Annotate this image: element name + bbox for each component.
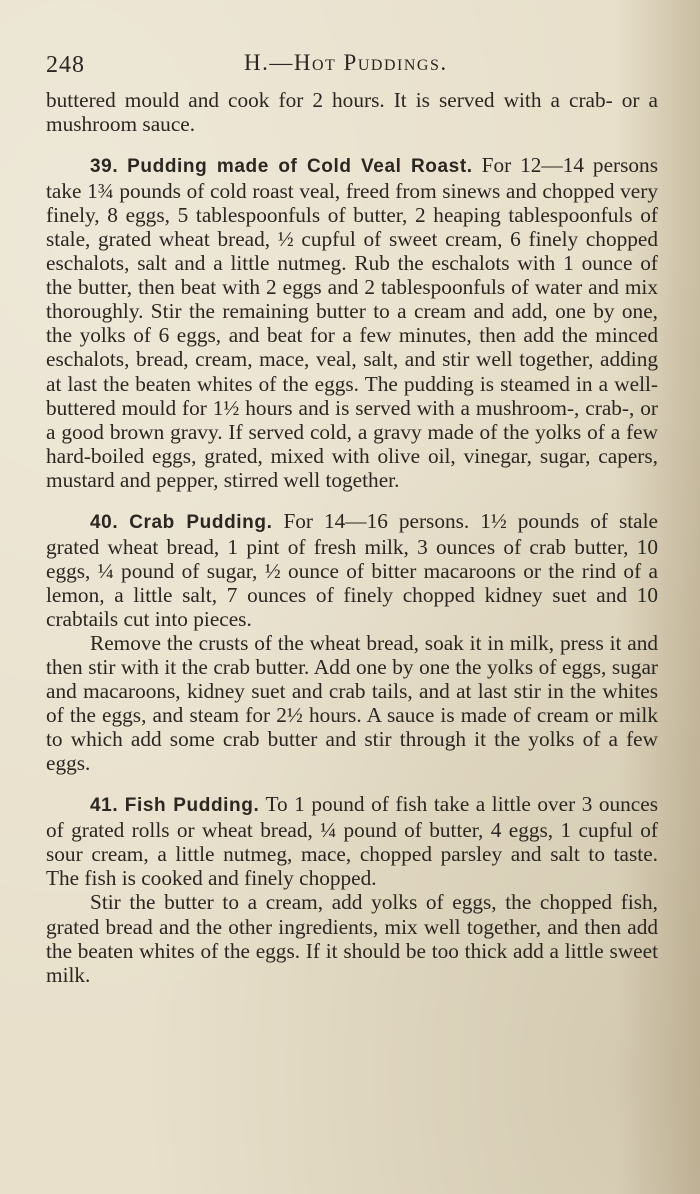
- continued-text: buttered mould and cook for 2 hours. It is served with a crab- or a mushroom sauce.: [46, 88, 658, 137]
- recipe-39-body: For 12—14 persons take 1¾ pounds of cold roast veal, freed from sinews and chopped very finely, 8 eggs, 5 tablespoonfuls of butter, 2 heaping tablespoonfuls of stale, grated wheat bread, ½ cupful of sweet cream, 6 finely chopped eschalots, salt and a little nutmeg. Rub the eschalots with 1 ounce of the butter, then beat with 2 eggs and 2 tablespoonfuls of water and mix thoroughly. Stir the remaining butter to a cream and add, one by one, the yolks of 6 eggs, and beat for a few minutes, then add the minced eschalots, bread, cream, mace, veal, salt, and stir well together, adding at last the beaten whites of the eggs. The pudding is steamed in a well-buttered mould for 1½ hours and is served with a mushroom-, crab-, or a good brown gravy. If served cold, a gravy made of the yolks of a few hard-boiled eggs, grated, mixed with olive oil, vinegar, sugar, capers, mustard and pepper, stirred well together.: [46, 153, 658, 492]
- recipe-41-body: To 1 pound of fish take a little over 3 ounces of grated rolls or wheat bread, ¼ pound of butter, 4 eggs, 1 cupful of sour cream, a little nutmeg, mace, chopped parsley and salt to taste. The fish is cooked and finely chopped.: [46, 792, 658, 891]
- recipe-41-title: Fish Pudding.: [124, 795, 260, 817]
- recipe-40-number: 40.: [90, 511, 119, 533]
- recipe-39-title: Pudding made of Cold Veal Roast.: [127, 156, 473, 178]
- page-number: 248: [46, 52, 85, 78]
- recipe-40: [46, 509, 658, 631]
- recipe-39: [46, 153, 658, 492]
- recipe-41-number: 41.: [90, 795, 119, 817]
- running-title: H.—Hot Puddings.: [244, 50, 448, 75]
- recipe-41: [46, 792, 658, 890]
- recipe-41-method: Stir the butter to a cream, add yolks of eggs, the chopped fish, grated bread and the other ingredients, mix well together, and then add the beaten whites of the eggs. If it should be too thick add a little sweet milk.: [46, 890, 658, 987]
- recipe-40-method: Remove the crusts of the wheat bread, soak it in milk, press it and then stir with it the crab butter. Add one by one the yolks of eggs, sugar and macaroons, kidney suet and crab tails, and at last stir in the whites of the eggs, and steam for 2½ hours. A sauce is made of cream or milk to which add some crab butter and stir through it the yolks of a few eggs.: [46, 630, 658, 776]
- page-header: [46, 44, 658, 88]
- recipe-40-body: For 14—16 persons. 1½ pounds of stale grated wheat bread, 1 pint of fresh milk, 3 ounces of crab butter, 10 eggs, ¼ pound of sugar, ½ ounce of bitter macaroons or the rind of a lemon, a little salt, 7 ounces of finely chopped kidney suet and 10 crabtails cut into pieces.: [46, 508, 659, 631]
- recipe-40-title: Crab Pudding.: [129, 511, 273, 533]
- book-page: [46, 44, 658, 987]
- recipe-39-number: 39.: [90, 156, 119, 178]
